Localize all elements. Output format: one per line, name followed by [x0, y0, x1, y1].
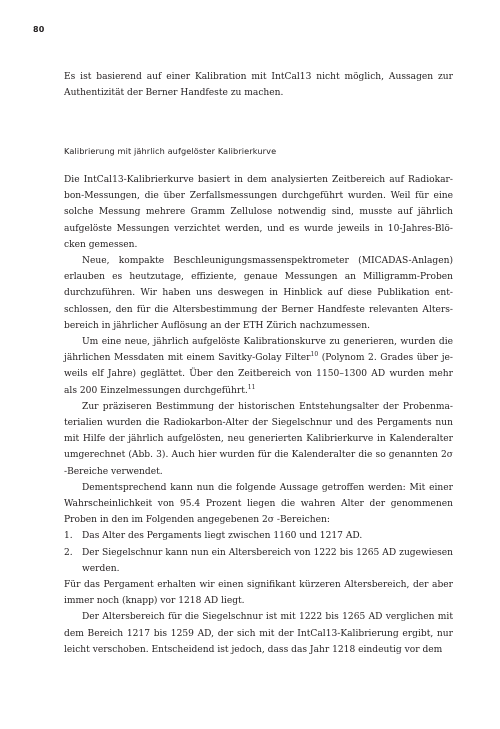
list-item-number: 2.	[64, 547, 73, 558]
paragraph-3-part-1: Um eine neue, jährlich aufgelöste Kalibrationskurve zu generieren, wurden die jährlichen Messdaten mit einem Savitky-Golay Filter	[64, 337, 453, 364]
intro-paragraph	[64, 69, 453, 101]
paragraph-4: Zur präziseren Bestimmung der historischen Entstehungsalter der Probenmaterialien wurden die Radiokarbon-Alter der Siegelschnur und des Pergaments nun mit Hilfe der jährlich aufgelösten, neu generierten Kalibrierkurve in Kalenderalter umgerechnet (Abb. 3). Auch hier wurden für die Kalenderalter die so genannten 2σ -Bereiche verwendet.	[64, 401, 453, 477]
paragraph-3-part-2: (Polynom 2. Grades über jeweils elf Jahre) geglättet. Über den Zeitbereich von 1150–1300 AD wurden mehr als 200 Einzelmessungen durchgeführt.	[64, 353, 453, 396]
paragraph-2: Neue, kompakte Beschleunigungsmassenspektrometer (MICADAS-Anlagen) erlauben es heutzutage, effiziente, genaue Messungen an Milligramm-Proben durchzuführen. Wir haben uns deswegen in Hinblick auf diese Publikation entschlossen, den für die Altersbestimmung der Berner Handfeste relevanten Altersbereich in jährlicher Auflösung an der ETH Zürich nachzumessen.	[64, 256, 453, 331]
list-item-text: Der Siegelschnur kann nun ein Altersbereich von 1222 bis 1265 AD zugewiesen werden.	[82, 547, 453, 574]
footnote-ref-10[interactable]: 10	[310, 351, 319, 359]
main-text	[64, 172, 453, 658]
list-item-text: Das Alter des Pergaments liegt zwischen 1160 und 1217 AD.	[82, 531, 363, 542]
footnote-ref-11[interactable]: 11	[247, 383, 256, 391]
list-item	[64, 528, 453, 544]
list-item-number: 1.	[64, 531, 73, 542]
paragraph-7: Der Altersbereich für die Siegelschnur ist mit 1222 bis 1265 AD verglichen mit dem Bereich 1217 bis 1259 AD, der sich mit der IntCal13-Kalibrierung ergibt, nur leicht verschoben. Entscheidend ist jedoch, dass das Jahr 1218 eindeutig vor dem	[64, 612, 453, 655]
paragraph-3	[64, 334, 453, 399]
paragraph-1: Die IntCal13-Kalibrierkurve basiert in dem analysierten Zeitbereich auf Radiokarbon-Messungen, die über Zerfallsmessungen durchgeführt wurden. Weil für eine solche Messung mehrere Gramm Zellulose notwendig sind, musste auf jährlich aufgelöste Messungen verzichtet werden, und es wurde jeweils in 10-Jahres-Blöcken gemessen.	[64, 175, 453, 250]
list-item	[64, 545, 453, 577]
paragraph-5: Dementsprechend kann nun die folgende Aussage getroffen werden: Mit einer Wahrscheinlichkeit von 95.4 Prozent liegen die wahren Alter der genommenen Proben in den im Folgenden angegebenen 2σ -Bereichen:	[64, 482, 453, 526]
section-heading: Kalibrierung mit jährlich aufgelöster Kalibrierkurve	[64, 146, 277, 156]
paragraph-6: Für das Pergament erhalten wir einen signifikant kürzeren Altersbereich, der aber immer noch (knapp) vor 1218 AD liegt.	[64, 580, 453, 607]
page-number: 80	[33, 25, 45, 34]
intro-text: Es ist basierend auf einer Kalibration mit IntCal13 nicht möglich, Aussagen zur Authentizität der Berner Handfeste zu machen.	[64, 72, 453, 99]
